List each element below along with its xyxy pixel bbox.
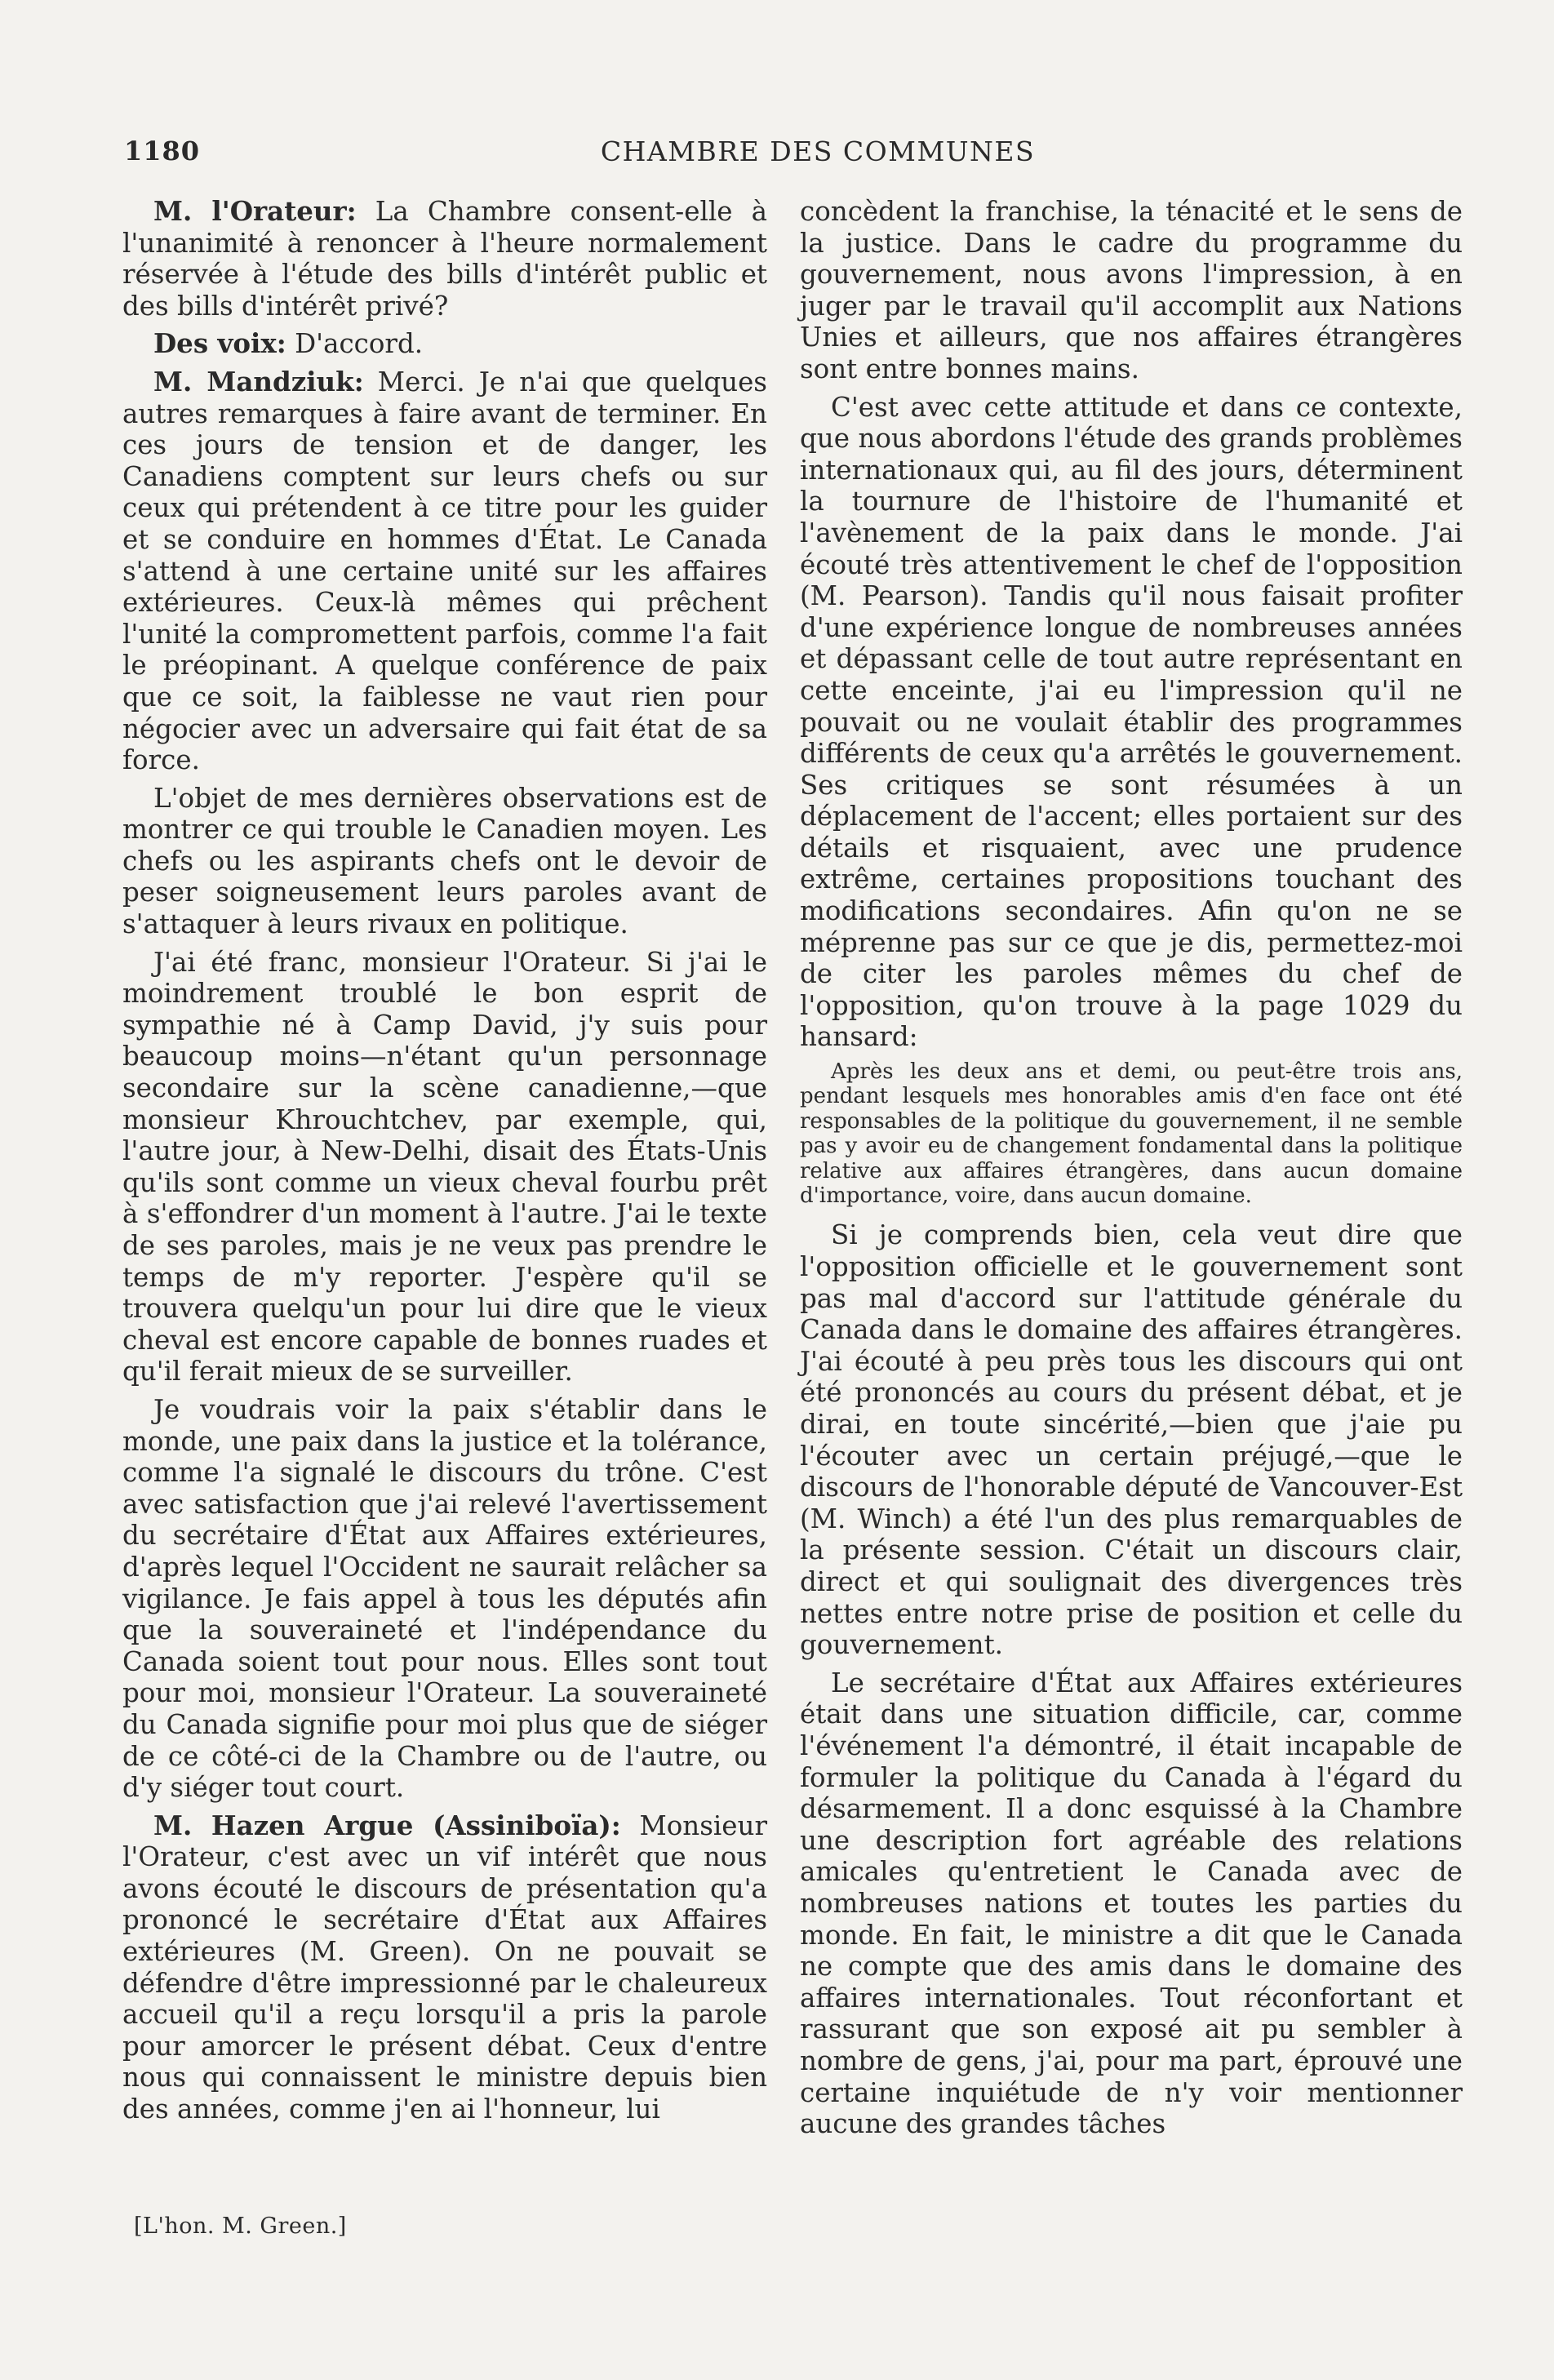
page-header	[0, 135, 1554, 176]
left-column	[122, 196, 767, 2132]
paragraph-text: La Chambre consent-elle à l'unanimité à renoncer à l'heure normalement réservée à l'étude des bills d'intérêt public et des bills d'intérêt privé?	[122, 196, 767, 322]
running-head: CHAMBRE DES COMMUNES	[600, 135, 1036, 167]
speaker-name: Des voix:	[153, 327, 286, 360]
speaker-name: M. Hazen Argue (Assiniboïa):	[153, 1809, 621, 1841]
speaker-name: M. Mandziuk:	[153, 365, 364, 397]
paragraph	[122, 366, 767, 776]
paragraph-text: concèdent la franchise, la ténacité et le sens de la justice. Dans le cadre du programme du gouvernement, nous avons l'impression, à en juger par le travail qu'il accomplit aux Nations Unies et ailleurs, que nos affaires étrangères sont entre bonnes mains.	[800, 196, 1463, 384]
paragraph	[800, 1667, 1463, 2140]
paragraph-text: Monsieur l'Orateur, c'est avec un vif intérêt que nous avons écouté le discours de présentation qu'a prononcé le secrétaire d'État aux Affaires extérieures (M. Green). On ne pouvait se défendre d'être impressionné par le chaleureux accueil qu'il a reçu lorsqu'il a pris la parole pour amorcer le présent débat. Ceux d'entre nous qui connaissent le ministre depuis bien des années, comme j'en ai l'honneur, lui	[122, 1809, 767, 2125]
paragraph	[122, 947, 767, 1388]
paragraph	[122, 1394, 767, 1804]
paragraph	[800, 196, 1463, 385]
paragraph	[122, 328, 767, 360]
paragraph	[800, 1219, 1463, 1660]
paragraph	[122, 196, 767, 322]
footer-note: [L'hon. M. Green.]	[134, 2213, 347, 2239]
paragraph	[800, 392, 1463, 1053]
paragraph-text: D'accord.	[286, 328, 424, 360]
paragraph-text: Merci. Je n'ai que quelques autres remarques à faire avant de terminer. En ces jours de tension et de danger, les Canadiens comptent sur leurs chefs ou sur ceux qui prétendent à ce titre pour les guider et se conduire en hommes d'État. Le Canada s'attend à une certaine unité sur les affaires extérieures. Ceux-là mêmes qui prêchent l'unité la compromettent parfois, comme l'a fait le préopinant. A quelque conférence de paix que ce soit, la faiblesse ne vaut rien pour négocier avec un adversaire qui fait état de sa force.	[122, 366, 767, 776]
paragraph	[122, 783, 767, 940]
paragraph-text: Si je comprends bien, cela veut dire que l'opposition officielle et le gouvernement sont pas mal d'accord sur l'attitude générale du Canada dans le domaine des affaires étrangères. J'ai écouté à peu près tous les discours qui ont été prononcés au cours du présent débat, et je dirai, en toute sincérité,—bien que j'aie pu l'écouter avec un certain préjugé,—que le discours de l'honorable député de Vancouver-Est (M. Winch) a été l'un des plus remarquables de la présente session. C'était un discours clair, direct et qui soulignait des divergences très nettes entre notre prise de position et celle du gouvernement.	[800, 1219, 1463, 1661]
paragraph-text: Le secrétaire d'État aux Affaires extérieures était dans une situation difficile, car, comme l'événement l'a démontré, il était incapable de formuler la politique du Canada à l'égard du désarmement. Il a donc esquissé à la Chambre une description fort agréable des relations amicales qu'entretient le Canada avec de nombreuses nations et toutes les parties du monde. En fait, le ministre a dit que le Canada ne compte que des amis dans le domaine des affaires internationales. Tout réconfortant et rassurant que son exposé ait pu sembler à nombre de gens, j'ai, pour ma part, éprouvé une certaine inquiétude de n'y voir mentionner aucune des grandes tâches	[800, 1667, 1463, 2140]
paragraph-text: Je voudrais voir la paix s'établir dans le monde, une paix dans la justice et la tolérance, comme l'a signalé le discours du trône. C'est avec satisfaction que j'ai relevé l'avertissement du secrétaire d'État aux Affaires extérieures, d'après lequel l'Occident ne saurait relâcher sa vigilance. Je fais appel à tous les députés afin que la souveraineté et l'indépendance du Canada soient tout pour nous. Elles sont tout pour moi, monsieur l'Orateur. La souveraineté du Canada signifie pour moi plus que de siéger de ce côté-ci de la Chambre ou de l'autre, ou d'y siéger tout court.	[122, 1393, 767, 1804]
speaker-name: M. l'Orateur:	[153, 195, 357, 227]
right-column	[800, 196, 1463, 2147]
page-number: 1180	[124, 135, 201, 167]
paragraph-text: C'est avec cette attitude et dans ce contexte, que nous abordons l'étude des grands problèmes internationaux qui, au fil des jours, déterminent la tournure de l'histoire de l'humanité et l'avènement de la paix dans le monde. J'ai écouté très attentivement le chef de l'opposition (M. Pearson). Tandis qu'il nous faisait profiter d'une expérience longue de nombreuses années et dépassant celle de tout autre représentant en cette enceinte, j'ai eu l'impression qu'il ne pouvait ou ne voulait établir des programmes différents de ceux qu'a arrêtés le gouvernement. Ses critiques se sont résumées à un déplacement de l'accent; elles portaient sur des détails et risquaient, avec une prudence extrême, certaines propositions touchant des modifications secondaires. Afin qu'on ne se méprenne pas sur ce que je dis, permettez-moi de citer les paroles mêmes du chef de l'opposition, qu'on trouve à la page 1029 du hansard:	[800, 391, 1463, 1053]
paragraph-text: J'ai été franc, monsieur l'Orateur. Si j'ai le moindrement troublé le bon esprit de sympathie né à Camp David, j'y suis pour beaucoup moins—n'étant qu'un personnage secondaire sur la scène canadienne,—que monsieur Khrouchtchev, par exemple, qui, l'autre jour, à New-Delhi, disait des États-Unis qu'ils sont comme un vieux cheval fourbu prêt à s'effondrer d'un moment à l'autre. J'ai le texte de ses paroles, mais je ne veux pas prendre le temps de m'y reporter. J'espère qu'il se trouvera quelqu'un pour lui dire que le vieux cheval est encore capable de bonnes ruades et qu'il ferait mieux de se surveiller.	[122, 946, 767, 1388]
paragraph	[122, 1810, 767, 2125]
block-quote: Après les deux ans et demi, ou peut-être trois ans, pendant lesquels mes honorables amis d'en face ont été responsables de la politique du gouvernement, il ne semble pas y avoir eu de changement fondamental dans la politique relative aux affaires étrangères, dans aucun domaine d'importance, voire, dans aucun domaine.	[800, 1059, 1463, 1209]
paragraph-text: L'objet de mes dernières observations est de montrer ce qui trouble le Canadien moyen. Les chefs ou les aspirants chefs ont le devoir de peser soigneusement leurs paroles avant de s'attaquer à leurs rivaux en politique.	[122, 782, 767, 940]
